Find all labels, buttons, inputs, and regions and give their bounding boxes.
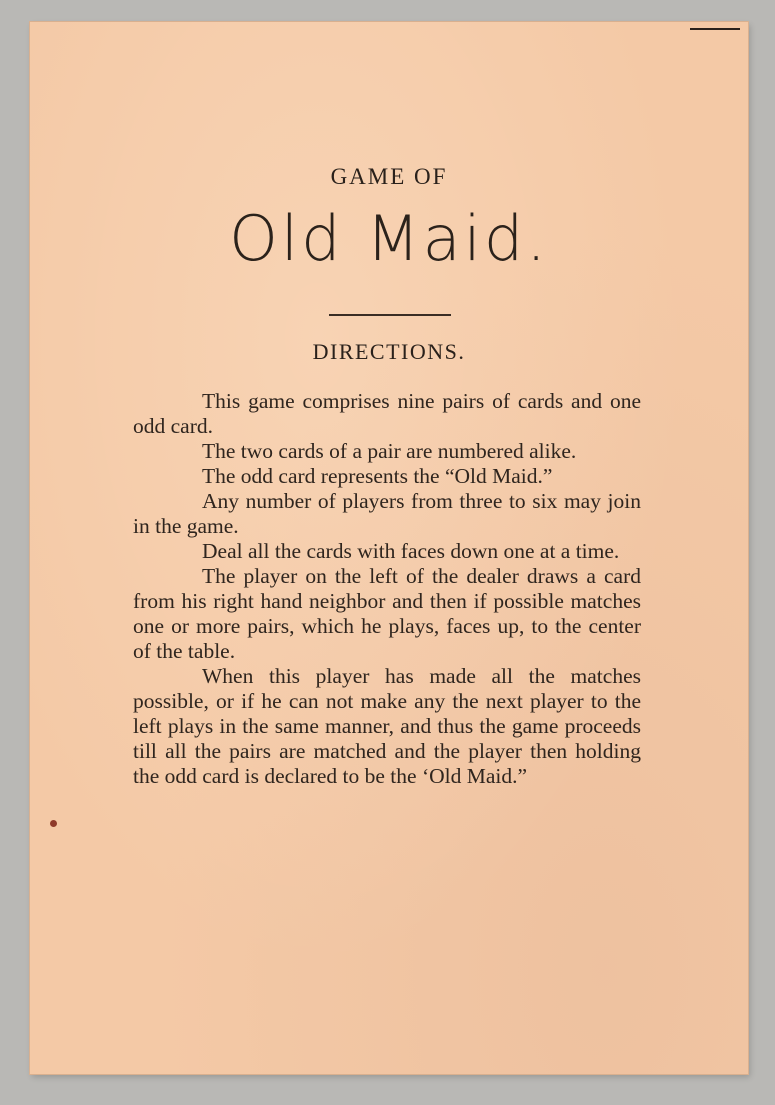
direction-paragraph-1: This game comprises nine pairs of cards and one odd card. [133, 389, 641, 438]
direction-paragraph-2: The two cards of a pair are numbered alike. [202, 439, 577, 463]
directions-heading: DIRECTIONS. [312, 339, 466, 364]
direction-paragraph-7: When this player has made all the matches possible, or if he can not make any the next player to the left plays in the same manner, and thus the game proceeds till all the pairs are matched and the player then holding the odd card is declared to be the ‘Old Maid.” [133, 664, 641, 788]
rules-card [30, 22, 748, 1074]
card-subtitle: GAME OF [330, 164, 448, 189]
direction-paragraph-4: Any number of players from three to six may join in the game. [133, 489, 641, 538]
title-divider [329, 314, 451, 316]
red-ink-speck [50, 820, 57, 827]
direction-paragraph-6: The player on the left of the dealer draws a card from his right hand neighbor and then if possible matches one or more pairs, which he plays, faces up, to the center of the table. [133, 564, 641, 663]
corner-ink-mark [690, 28, 740, 30]
direction-paragraph-5: Deal all the cards with faces down one at a time. [202, 539, 620, 563]
direction-paragraph-3: The odd card represents the “Old Maid.” [202, 464, 553, 488]
directions-body [133, 389, 641, 789]
card-title: Old Maid. [229, 202, 549, 275]
